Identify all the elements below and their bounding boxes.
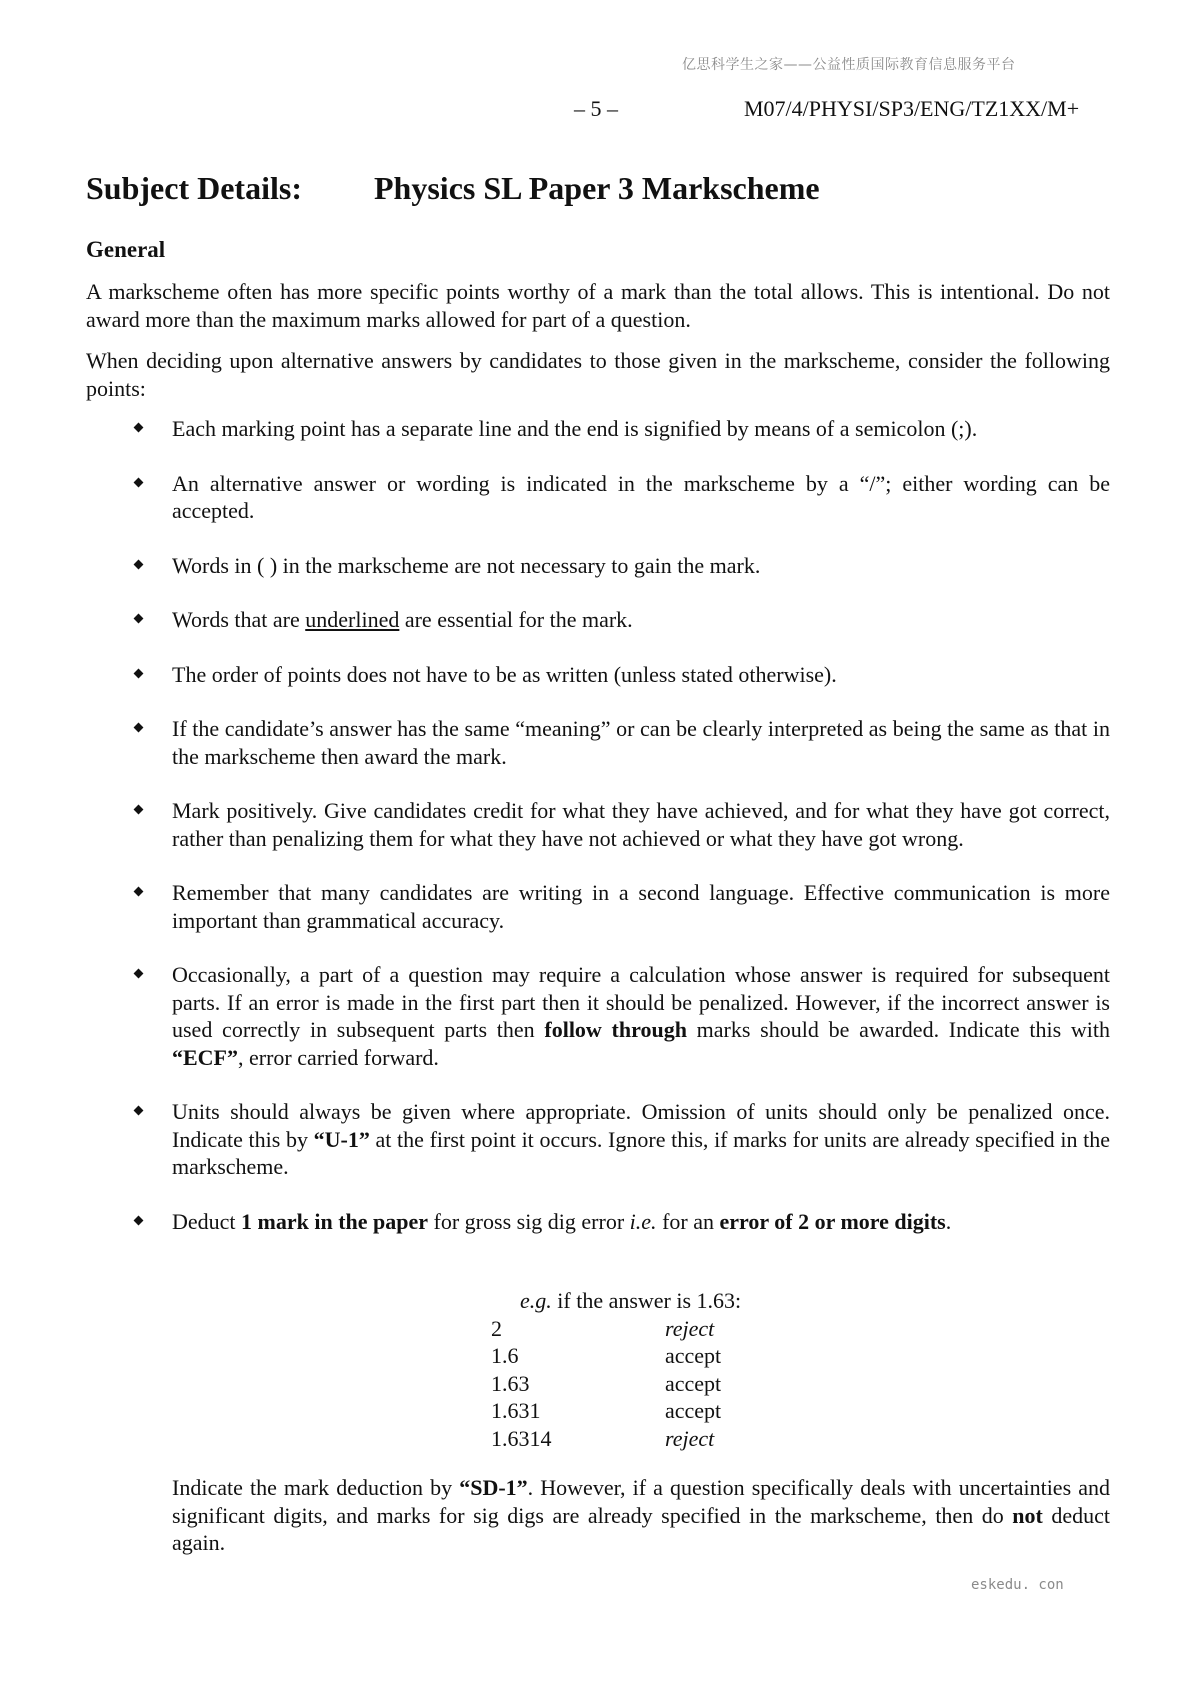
- italic-eg: e.g.: [520, 1288, 552, 1313]
- bold-one-mark: 1 mark in the paper: [241, 1208, 429, 1234]
- bold-ecf: “ECF”: [172, 1044, 238, 1070]
- list-item: [86, 606, 1110, 634]
- bold-not: not: [1012, 1502, 1043, 1528]
- table-row: [491, 1397, 741, 1425]
- italic-ie: i.e.: [629, 1208, 657, 1234]
- indicate-text-mid: . However, if a question specifically deals with uncertainties and significant digits, and marks for sig digs are already specified in the markscheme, then do: [172, 1475, 1111, 1528]
- answer-value: 1.6: [491, 1343, 519, 1368]
- list-item: [86, 961, 1110, 1071]
- list-item: [86, 715, 1110, 770]
- paragraph-alternative-answers: When deciding upon alternative answers by candidates to those given in the markscheme, consider the following points:: [86, 348, 1110, 401]
- bullet-text: Mark positively. Give candidates credit for what they have achieved, and for what they have got correct, rather than penalizing them for what they have not achieved or what they have got wrong.: [172, 798, 1110, 851]
- bold-sd-1: “SD-1”: [459, 1475, 528, 1500]
- diamond-bullet-icon: [134, 1106, 144, 1116]
- diamond-bullet-icon: [134, 1215, 144, 1225]
- diamond-bullet-icon: [134, 423, 144, 433]
- bullet-text-mid: marks should be awarded. Indicate this with: [686, 1017, 1110, 1042]
- table-row: [491, 1370, 741, 1398]
- bullet-text-post: .: [945, 1208, 952, 1234]
- answer-value: 1.63: [491, 1370, 530, 1396]
- verdict-value: accept: [665, 1343, 722, 1368]
- footer-watermark: eskedu. con: [971, 1577, 1064, 1593]
- bullet-text: Each marking point has a separate line and the end is signified by means of a semicolon (;).: [172, 416, 978, 441]
- table-row: [491, 1425, 741, 1453]
- diamond-bullet-icon: [134, 723, 144, 733]
- verdict-value: reject: [665, 1315, 715, 1341]
- table-row: [491, 1315, 741, 1343]
- page-number: – 5 –: [574, 96, 618, 121]
- bullet-text: Words in ( ) in the markscheme are not necessary to gain the mark.: [172, 552, 761, 578]
- bold-u-1: “U-1”: [313, 1126, 370, 1152]
- bullet-text-pre: Occasionally, a part of a question may require a calculation whose answer is required for subsequent parts. If an error is made in the first part then it should be penalized. However, if the incorrect answer is used correctly in subsequent parts then: [172, 962, 1110, 1042]
- list-item: [86, 879, 1110, 934]
- diamond-bullet-icon: [134, 805, 144, 815]
- bullet-text-pre: Deduct: [172, 1208, 242, 1234]
- underlined-word: underlined: [305, 607, 400, 632]
- diamond-bullet-icon: [134, 477, 144, 487]
- sig-dig-example-table: [491, 1287, 741, 1452]
- bold-error-digits: error of 2 or more digits: [719, 1208, 946, 1234]
- list-item: [86, 1098, 1110, 1181]
- example-intro: [491, 1287, 741, 1315]
- bullet-text: An alternative answer or wording is indicated in the markscheme by a “/”; either wording can be accepted.: [172, 470, 1110, 523]
- diamond-bullet-icon: [134, 559, 144, 569]
- sd-deduction-paragraph: [172, 1474, 1110, 1557]
- bullet-text: The order of points does not have to be as written (unless stated otherwise).: [172, 661, 837, 687]
- section-heading-general: General: [86, 237, 166, 262]
- subject-label: Subject Details:: [86, 170, 302, 206]
- verdict-value: accept: [665, 1370, 722, 1396]
- list-item: [86, 552, 1110, 580]
- list-item: [86, 661, 1110, 689]
- list-item: [86, 415, 1110, 443]
- verdict-value: accept: [665, 1398, 722, 1423]
- bullet-text-post: are essential for the mark.: [399, 607, 633, 632]
- verdict-value: reject: [665, 1425, 715, 1451]
- answer-value: 2: [491, 1315, 502, 1341]
- list-item: [86, 797, 1110, 852]
- bullet-text-pre: Words that are: [172, 607, 306, 632]
- bullet-text-pre: Units should always be given where appropriate. Omission of units should only be penalized once. Indicate this by: [172, 1099, 1110, 1152]
- list-item: [86, 1208, 1110, 1236]
- example-intro-text: if the answer is 1.63:: [551, 1288, 742, 1313]
- marking-points-list: [86, 415, 1110, 1262]
- diamond-bullet-icon: [134, 887, 144, 897]
- bullet-text: Remember that many candidates are writing in a second language. Effective communication is more important than grammatical accuracy.: [172, 880, 1110, 933]
- bullet-text-post: , error carried forward.: [238, 1044, 439, 1070]
- diamond-bullet-icon: [134, 614, 144, 624]
- bullet-text-mid: for gross sig dig error: [428, 1208, 630, 1234]
- diamond-bullet-icon: [134, 668, 144, 678]
- bullet-text: If the candidate’s answer has the same “meaning” or can be clearly interpreted as being the same as that in the markscheme then award the mark.: [172, 716, 1110, 769]
- list-item: [86, 470, 1110, 525]
- bullet-text-post: at the first point it occurs. Ignore this, if marks for units are already specified in the markscheme.: [172, 1126, 1110, 1179]
- table-row: [491, 1342, 741, 1370]
- bold-follow-through: follow through: [544, 1017, 687, 1042]
- indicate-text-post: deduct again.: [172, 1502, 1110, 1555]
- indicate-text-pre: Indicate the mark deduction by: [172, 1475, 460, 1500]
- answer-value: 1.6314: [491, 1425, 552, 1451]
- document-code: M07/4/PHYSI/SP3/ENG/TZ1XX/M+: [744, 96, 1080, 121]
- watermark-text: 亿思科学生之家——公益性质国际教育信息服务平台: [682, 57, 1016, 73]
- diamond-bullet-icon: [134, 969, 144, 979]
- bullet-text-mid: for an: [656, 1208, 720, 1234]
- paragraph-intro: A markscheme often has more specific points worthy of a mark than the total allows. This is intentional. Do not award more than the maximum marks allowed for part of a question.: [86, 279, 1110, 332]
- subject-title: Physics SL Paper 3 Markscheme: [374, 170, 820, 206]
- answer-value: 1.631: [491, 1398, 541, 1423]
